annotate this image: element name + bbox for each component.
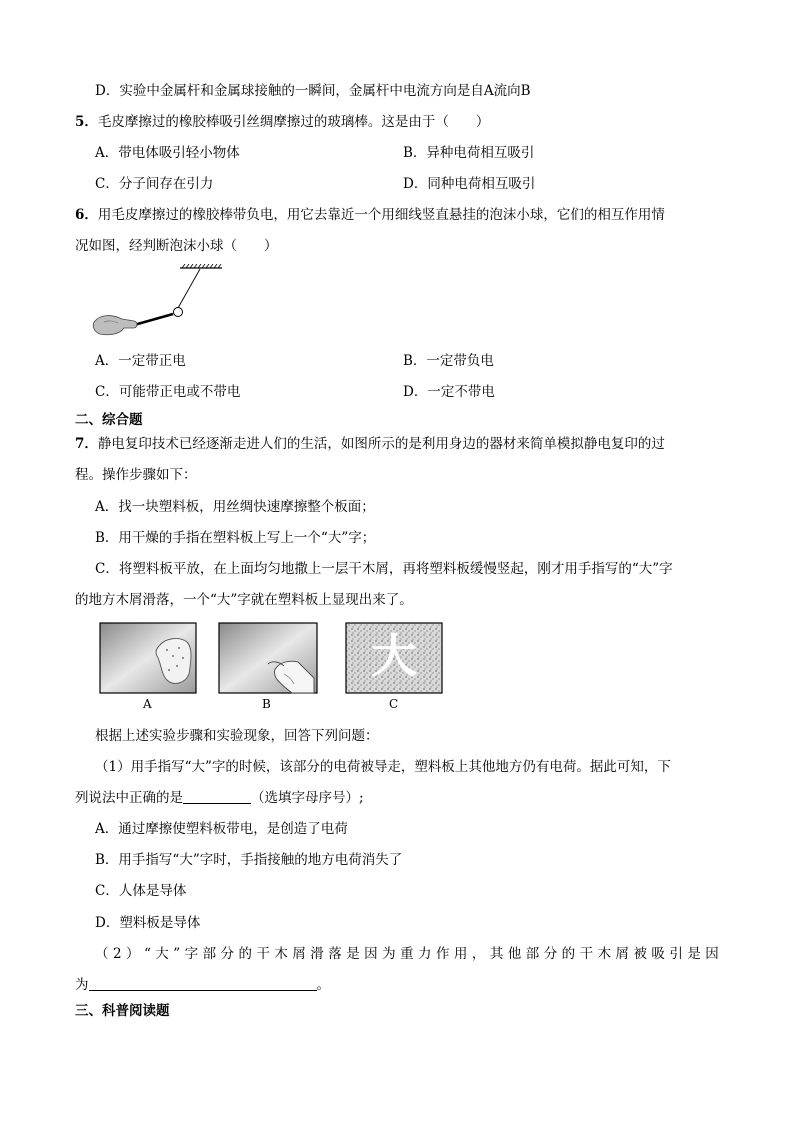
q7-sub1-option-c: C．人体是导体 xyxy=(95,883,187,899)
q7-sub1-prompt: 列说法中正确的是 xyxy=(75,790,183,806)
figure-a-label: A xyxy=(143,697,152,711)
section-2-title: 二、综合题 xyxy=(75,412,143,428)
q5-option-a: A．带电体吸引轻小物体 xyxy=(95,145,240,161)
q7-sub2-line1: （2）“大”字部分的干木屑滑落是因为重力作用，其他部分的干木屑被吸引是因 xyxy=(95,946,720,962)
q7-step-b: B．用干燥的手指在塑料板上写上一个“大”字； xyxy=(95,530,376,546)
q6-option-a: A．一定带正电 xyxy=(95,353,186,369)
q6-option-b: B．一定带负电 xyxy=(403,353,494,369)
q7-sub2-end: 。 xyxy=(316,977,330,993)
q6-stem-line2: 况如图，经判断泡沫小球（ ） xyxy=(75,238,278,254)
q4-option-d: D．实验中金属杆和金属球接触的一瞬间，金属杆中电流方向是自A流向B xyxy=(95,83,531,99)
section-3-title: 三、科普阅读题 xyxy=(75,1003,170,1019)
q6-option-c: C．可能带正电或不带电 xyxy=(95,384,241,400)
q6-stem-text1: 用毛皮摩擦过的橡胶棒带负电，用它去靠近一个用细线竖直悬挂的泡沫小球，它们的相互作用情 xyxy=(97,207,665,223)
q7-stem-text1: 静电复印技术已经逐渐走进人们的生活，如图所示的是利用身边的器材来简单模拟静电复印的过 xyxy=(97,436,665,452)
q7-sub1-answer-blank[interactable] xyxy=(183,789,251,804)
figure-a-rubbing-plate xyxy=(99,622,197,694)
hanging-ball-figure xyxy=(90,264,230,344)
figure-c-sawdust-plate xyxy=(345,622,443,694)
q7-stem-line2: 程。操作步骤如下： xyxy=(75,467,197,483)
q5-option-c: C．分子间存在引力 xyxy=(95,176,214,192)
q7-sub1-option-a: A．通过摩擦使塑料板带电，是创造了电荷 xyxy=(95,821,348,837)
q6-stem-line1 xyxy=(75,205,665,225)
q7-sub1-line1: （1）用手指写“大”字的时候，该部分的电荷被导走，塑料板上其他地方仍有电荷。据此可知，下 xyxy=(95,759,671,775)
q6-option-d: D．一定不带电 xyxy=(403,384,495,400)
q7-sub1-option-b: B．用手指写“大”字时，手指接触的地方电荷消失了 xyxy=(95,852,403,868)
q7-sub2-answer-blank[interactable] xyxy=(89,976,317,991)
q7-step-c-line1: C．将塑料板平放，在上面均匀地撒上一层干木屑，再将塑料板缓慢竖起，刚才用手指写的“大”字 xyxy=(95,561,673,577)
q7-stem-line1 xyxy=(75,434,665,454)
q7-intro: 根据上述实验步骤和实验现象，回答下列问题： xyxy=(95,728,379,744)
figure-b-label: B xyxy=(262,697,271,711)
q7-step-a: A．找一块塑料板，用丝绸快速摩擦整个板面； xyxy=(95,499,375,515)
q5-stem-text: 毛皮摩擦过的橡胶棒吸引丝绸摩擦过的玻璃棒。这是由于（ ） xyxy=(97,114,490,130)
q5-option-b: B．异种电荷相互吸引 xyxy=(403,145,535,161)
q5-stem xyxy=(75,112,489,132)
figure-c-label: C xyxy=(389,697,399,711)
q7-sub1-option-d: D．塑料板是导体 xyxy=(95,915,201,931)
q7-sub1-line2 xyxy=(75,788,364,808)
q5-option-d: D．同种电荷相互吸引 xyxy=(403,176,536,192)
figure-c-character: 大 xyxy=(371,629,417,683)
q7-sub1-hint: （选填字母序号）; xyxy=(251,790,364,806)
figure-b-finger-writing xyxy=(218,622,318,694)
q7-sub2-prompt: 为 xyxy=(75,977,89,993)
q5-number: 5． xyxy=(75,114,98,130)
q7-number: 7． xyxy=(75,436,98,452)
q7-step-c-line2: 的地方木屑滑落，一个“大”字就在塑料板上显现出来了。 xyxy=(75,592,413,608)
q7-sub2-line2 xyxy=(75,975,330,995)
q6-number: 6． xyxy=(75,207,98,223)
